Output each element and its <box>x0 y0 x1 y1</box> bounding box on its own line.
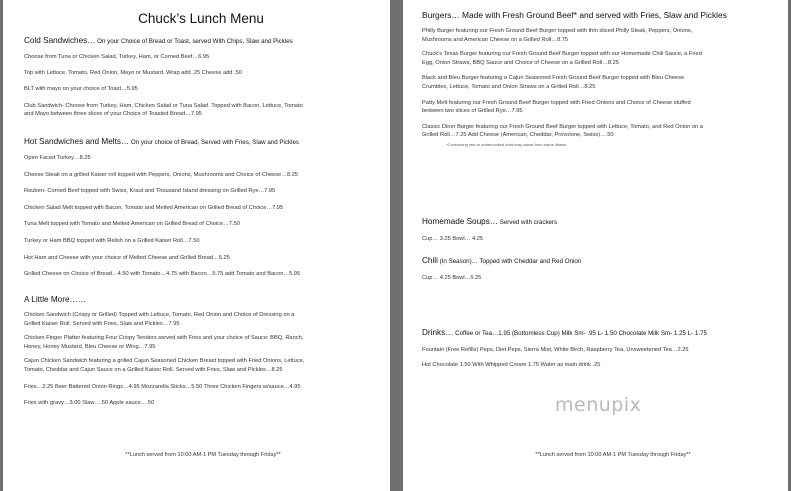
a-little-more-heading: A Little More…… <box>24 295 86 304</box>
menu-item: Chicken Sandwich (Crispy or Grilled) Topped with Lettuce, Tomato, Red Onion and Choice of Dressing on a <box>24 312 295 318</box>
menu-item: Cajun Chicken Sandwich featuring a grilled Cajun Seasoned Chicken Breast topped with Fried Onions, Lettuce, <box>24 358 305 365</box>
drinks-fountain: Fountain (Free Refills) Peps, Diet Peps, Sierra Mist, White Birch, Raspberry Tea, Unsweetened Tea…2.25 <box>422 347 689 353</box>
hot-sandwiches-heading: Hot Sandwiches and Melts… On your choice of Bread, Served with Fries, Slaw and Pickles <box>24 137 300 146</box>
menu-item: Egg, Onion Straws, BBQ Sauce and Choice of Cheese on a Grilled Roll…8.25 <box>422 59 619 66</box>
menu-item: Tuna Melt topped with Tomato and Melted American on Grilled Bread of Choice…7.50 <box>24 221 240 228</box>
menu-item: Turkey or Ham BBQ topped with Relish on a Grilled Kaiser Roll…7.50 <box>24 237 200 244</box>
menupix-watermark: menupix <box>555 394 642 416</box>
menu-item: Club Sandwich- Choose from Turkey, Ham, Chicken Salad or Tuna Salad. Topped with Bacon, Lettuce, Tomato <box>24 102 303 109</box>
menu-item: Chuck’s Texas Burger featuring our Fresh Ground Beef Burger topped with our Homemade Chili Sauce, a Fried <box>422 51 702 58</box>
chili-heading: Chili (In Season)… Topped with Cheddar and Red Onion <box>422 256 582 265</box>
drinks-section <box>422 327 782 369</box>
hot-sandwiches-section <box>24 136 384 279</box>
soup-prices: Cup… 3.25 Bowl… 4.25 <box>422 236 484 242</box>
a-little-more-section <box>24 294 384 408</box>
food-safety-caution: *Consuming raw or undercooked food may cause food borne illness <box>446 141 567 147</box>
menu-item: Honey, Honey Mustard, Bleu Cheese or Wing…7.95 <box>24 343 156 350</box>
menu-item: and Mayo between three slices of your Choice of Toasted Bread…7.95 <box>24 111 202 118</box>
menu-item: Hot Ham and Cheese with your choice of Melted Cheese and Grilled Bread…6.25 <box>24 254 230 261</box>
chili-section <box>422 255 782 283</box>
menu-item: BLT with mayo on your choice of Toast…5.95 <box>24 86 138 93</box>
menu-item: Patty Melt featuring our Fresh Ground Beef Burger topped with Fried Onions and Choice of Cheese stuffed <box>422 99 691 106</box>
menu-item: Philly Burger featuring our Fresh Ground Beef Burger topped with thin sliced Philly Steak, Peppers, Onions, <box>422 28 693 34</box>
menu-item: between two slices of Grilled Rye…7.95 <box>422 108 523 115</box>
menu-item: Grilled Cheese on Choice of Bread…4.50 with Tomato…4.75 with Bacon…5.75 add Tomato and Bacon…5.95 <box>24 271 301 278</box>
lunch-hours-note: **Lunch served from 10:00 AM-1 PM Tuesday through Friday** <box>125 452 281 458</box>
soups-heading: Homemade Soups… Served with crackers <box>422 217 558 226</box>
lunch-hours-note: **Lunch served from 10:00 AM-1 PM Tuesday through Friday** <box>535 452 691 458</box>
soups-section <box>422 216 782 244</box>
menu-item: Cheese Steak on a grilled Kaiser roll topped with Peppers, Onions, Mushrooms and Choice of Cheese…8.25 <box>24 171 299 178</box>
menu-item: Open Faced Turkey…8.25 <box>24 155 91 161</box>
menu-item: Fries with gravy…3.00 Slaw….50 Apple sauce….50 <box>24 400 155 407</box>
burgers-section <box>422 10 782 148</box>
menu-item: Mushrooms and American Cheese on a Grilled Roll…8.75 <box>422 36 569 43</box>
cold-sandwiches-heading: Cold Sandwiches… On your Choice of Bread or Toast, served With Chips, Slaw and Pickles <box>24 36 293 45</box>
menu-item: Grilled Roll…7.25 Add Cheese (American, Cheddar, Provolone, Swiss)….50 <box>422 132 614 139</box>
menu-item: Grilled Kaiser Roll. Served with Fries, Slaw and Pickles…7.95 <box>24 320 180 327</box>
menu-item: Crumbles, Lettuce, Tomato and Onion Straws on a Grilled Roll…8.25 <box>422 83 596 90</box>
menu-title: Chuck’s Lunch Menu <box>138 11 264 26</box>
menu-item: Chicken Finger Platter featuring Four Crispy Tenders served with Fries and your choice of Sauce: BBQ, Ranch, <box>24 335 304 342</box>
menu-item: Choose from Tuna or Chicken Salad, Turkey, Ham, or Corned Beef…6.95 <box>24 54 210 60</box>
menu-item: Tomato, Cheddar and Cajun Sauce on a Grilled Kaiser Roll. Served with Fries, Slaw and Pickles…8.25 <box>24 366 283 373</box>
menu-item: Classic Diner Burger featuring our Fresh Ground Beef Burger topped with Lettuce, Tomato, and Red Onion on a <box>422 123 703 130</box>
menu-item: Top with Lettuce, Tomato, Red Onion, Mayo or Mustard. Wrap add .25 Cheese add .50 <box>24 69 242 76</box>
drinks-hot-chocolate: Hot Chocolate 1.50 With Whipped Cream 1.75 Water as main drink .25 <box>422 361 601 368</box>
menu-item: Chicken Salad Melt topped with Bacon, Tomato and Melted American on Grilled Bread of Choice…7.95 <box>24 204 284 211</box>
menu-page-left <box>3 0 390 491</box>
drinks-heading: Drinks… Coffee or Tea…1.95 (Bottomless Cup) Milk Sm- .95 L- 1.50 Chocolate Milk Sm- 1.25 L- 1.75 <box>422 328 707 337</box>
menu-page-right <box>403 0 788 491</box>
chili-prices: Cup… 4.25 Bowl…5.25 <box>422 275 482 281</box>
burgers-heading: Burgers… Made with Fresh Ground Beef* and served with Fries, Slaw and Pickles <box>422 10 727 20</box>
menu-item: Fries…2.25 Beer Battered Onion Rings…4.95 Mozzarella Sticks…5.50 Three Chicken Fingers w/sauce…4.95 <box>24 383 301 390</box>
cold-sandwiches-section <box>24 35 384 119</box>
menu-item: Black and Bleu Burger featuring a Cajun Seasoned Fresh Ground Beef Burger topped with Bleu Cheese <box>422 75 685 82</box>
menu-item: Reuben- Corned Beef topped with Swiss, Kraut and Thousand Island dressing on Grilled Rye…7.95 <box>24 188 276 195</box>
